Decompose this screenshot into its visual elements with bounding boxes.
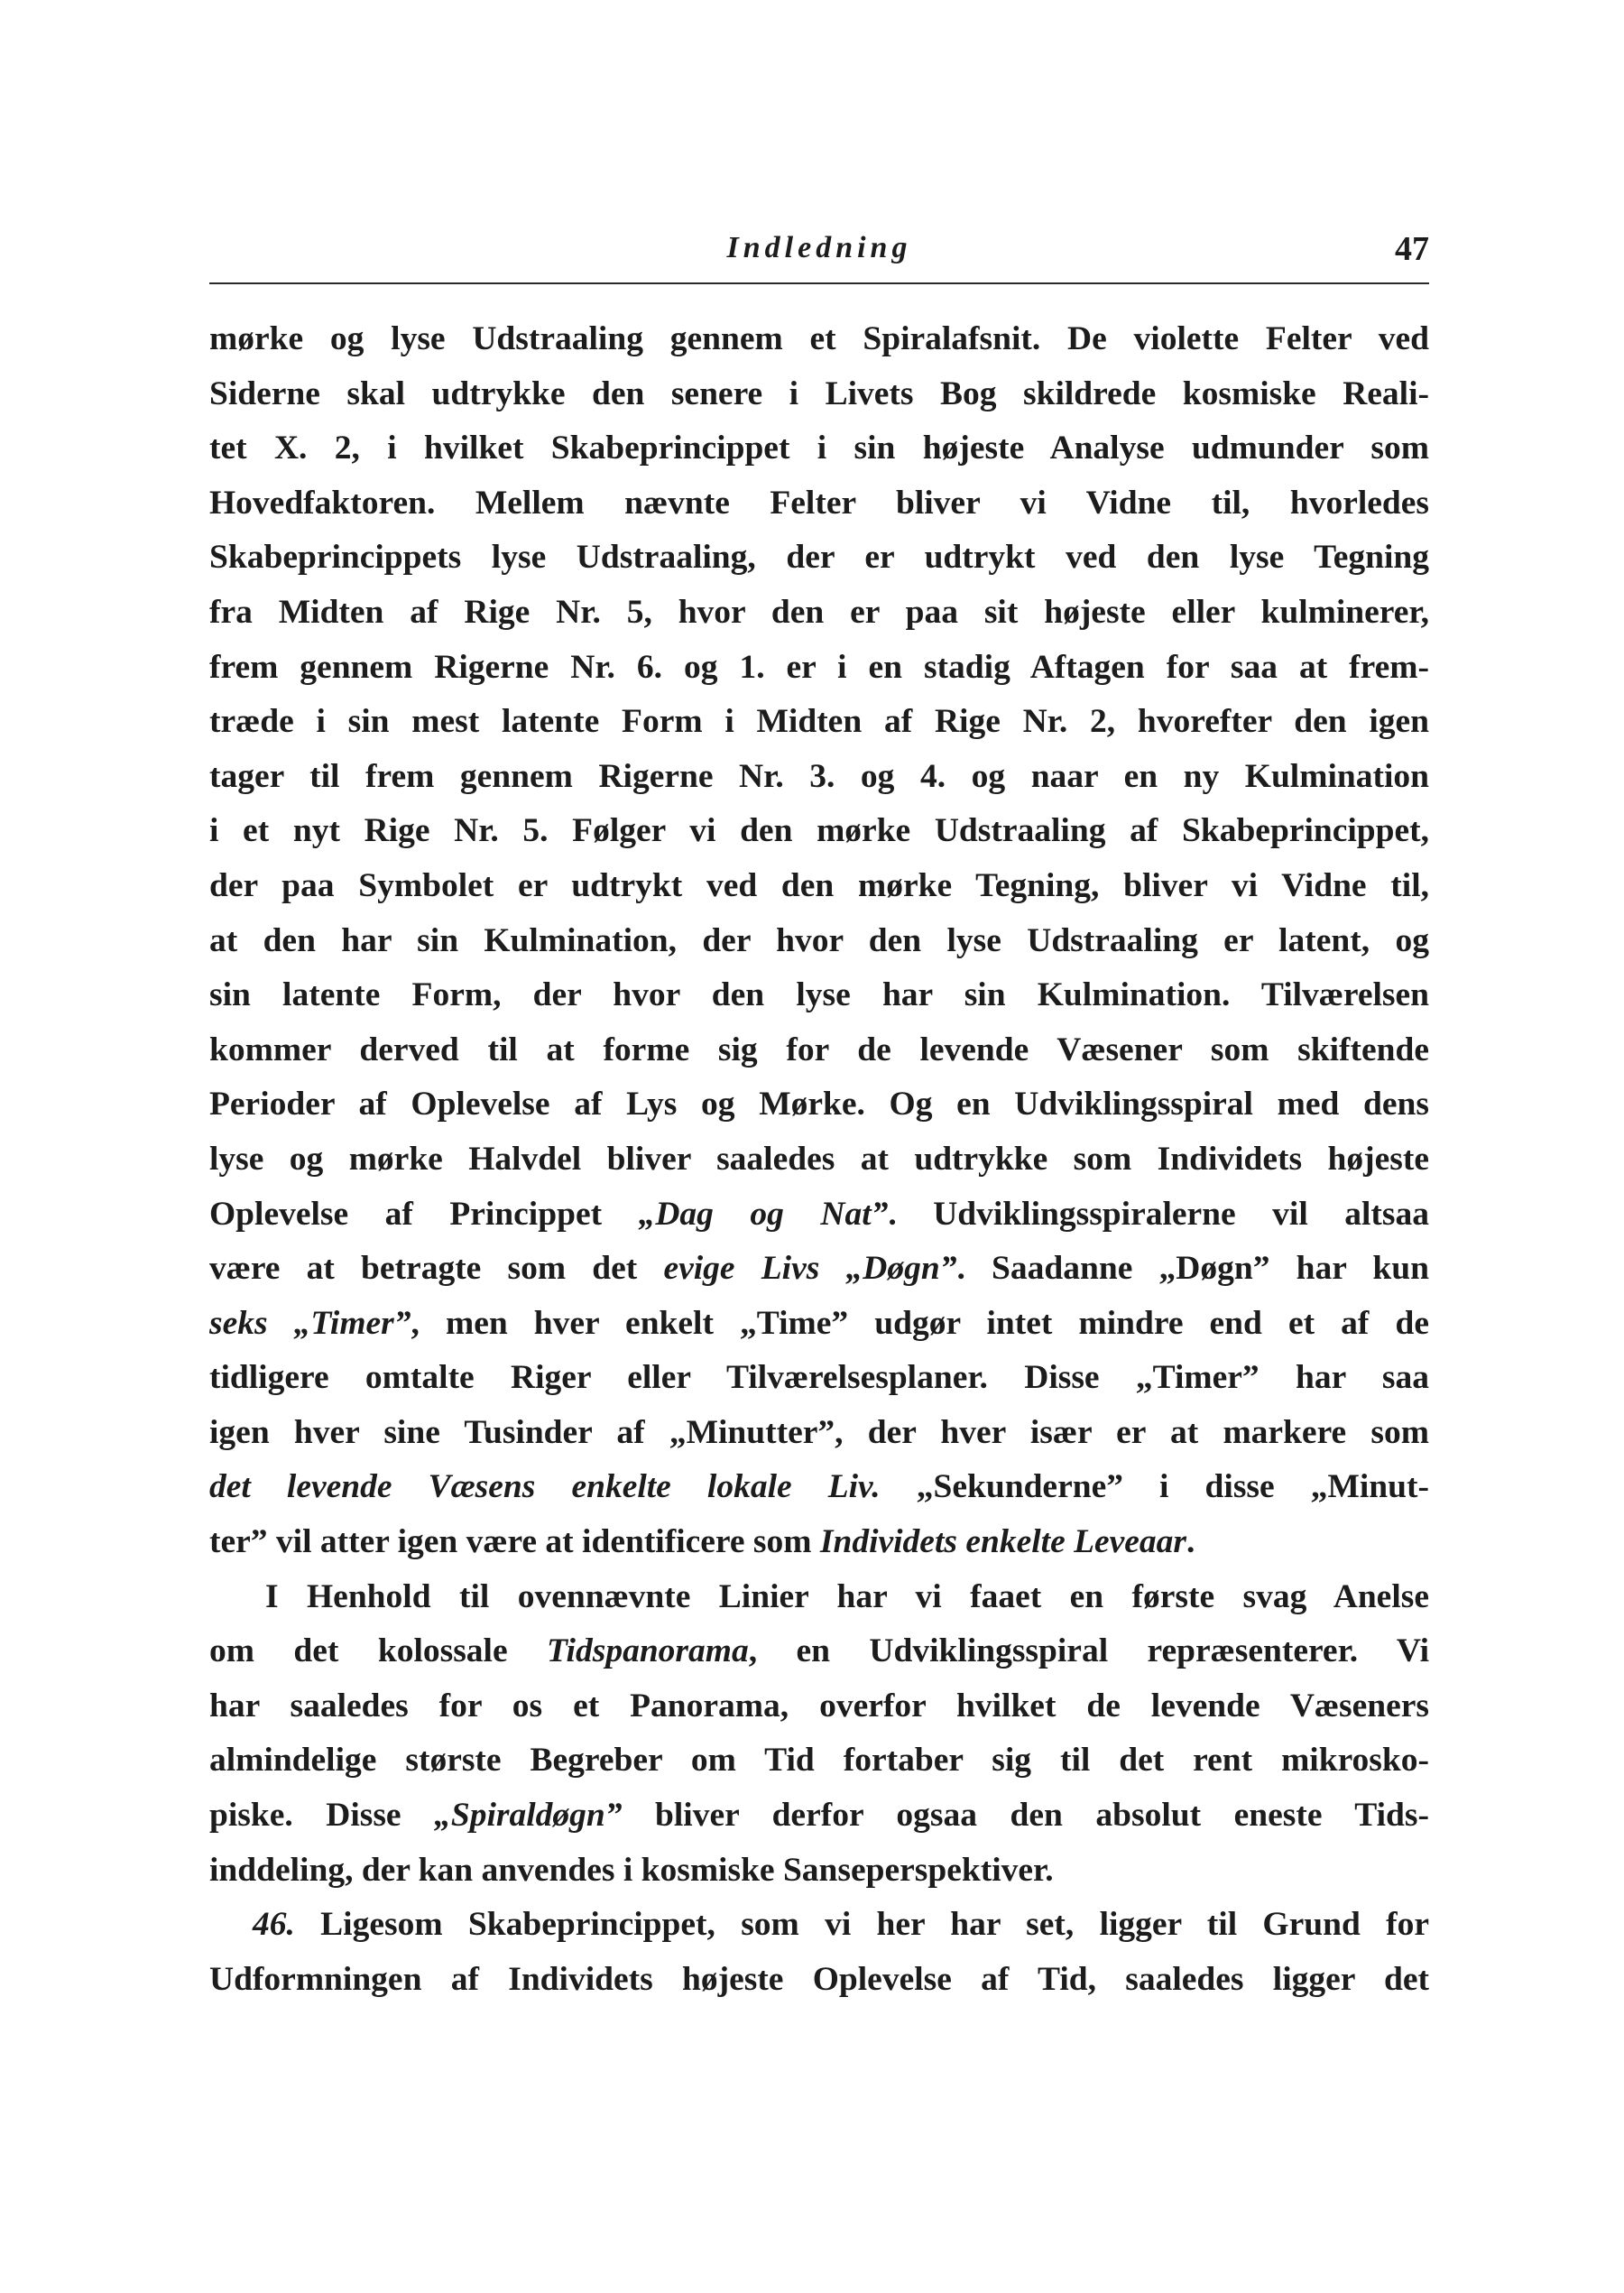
text-line: det levende Væsens enkelte lokale Liv. „Sekunderne” i disse „Minut- bbox=[209, 1468, 1429, 1506]
italic-phrase: Tidspanorama bbox=[547, 1632, 749, 1670]
text-line: Perioder af Oplevelse af Lys og Mørke. Og en Udviklingsspiral med dens bbox=[209, 1086, 1429, 1123]
text-line: seks „Timer”, men hver enkelt „Time” udgør intet mindre end et af de bbox=[209, 1304, 1429, 1342]
text-line: tidligere omtalte Riger eller Tilværelsesplaner. Disse „Timer” har saa bbox=[209, 1359, 1429, 1397]
text-line: 46. Ligesom Skabeprincippet, som vi her har set, ligger til Grund for bbox=[253, 1906, 1429, 1944]
running-title: Indledning bbox=[726, 231, 912, 264]
text-line: Hovedfaktoren. Mellem nævnte Felter bliver vi Vidne til, hvorledes bbox=[209, 484, 1429, 522]
text-line: tager til frem gennem Rigerne Nr. 3. og 4. og naar en ny Kulmination bbox=[209, 757, 1429, 795]
text-line: Skabeprincippets lyse Udstraaling, der er udtrykt ved den lyse Tegning bbox=[209, 539, 1429, 577]
text-line: om det kolossale Tidspanorama, en Udviklingsspiral repræsenterer. Vi bbox=[209, 1632, 1429, 1670]
text-line: træde i sin mest latente Form i Midten af Rige Nr. 2, hvorefter den igen bbox=[209, 703, 1429, 741]
text-line: i et nyt Rige Nr. 5. Følger vi den mørke Udstraaling af Skabeprincippet, bbox=[209, 812, 1429, 850]
running-header bbox=[209, 226, 1429, 278]
text-line: at den har sin Kulmination, der hvor den lyse Udstraaling er latent, og bbox=[209, 921, 1429, 959]
text-line: I Henhold til ovennævnte Linier har vi faaet en første svag Anelse bbox=[265, 1577, 1429, 1615]
text-line: mørke og lyse Udstraaling gennem et Spiralafsnit. De violette Felter ved bbox=[209, 320, 1429, 357]
text-line: Udformningen af Individets højeste Oplevelse af Tid, saaledes ligger det bbox=[209, 1960, 1429, 1998]
body-text bbox=[209, 312, 1429, 2007]
text-line: igen hver sine Tusinder af „Minutter”, der hver især er at markere som bbox=[209, 1413, 1429, 1451]
text-line: fra Midten af Rige Nr. 5, hvor den er paa sit højeste eller kulminerer, bbox=[209, 593, 1429, 631]
text-line: almindelige største Begreber om Tid fortaber sig til det rent mikrosko- bbox=[209, 1742, 1429, 1780]
text-line: lyse og mørke Halvdel bliver saaledes at udtrykke som Individets højeste bbox=[209, 1140, 1429, 1178]
text-line: kommer derved til at forme sig for de levende Væsener som skiftende bbox=[209, 1031, 1429, 1068]
text-line: være at betragte som det evige Livs „Døgn”. Saadanne „Døgn” har kun bbox=[209, 1250, 1429, 1288]
text-line: piske. Disse „Spiraldøgn” bliver derfor ogsaa den absolut eneste Tids- bbox=[209, 1797, 1429, 1835]
section-number: 46. bbox=[253, 1906, 295, 1944]
text-line: inddeling, der kan anvendes i kosmiske Sanseperspektiver. bbox=[209, 1851, 1054, 1889]
text-line: frem gennem Rigerne Nr. 6. og 1. er i en stadig Aftagen for saa at frem- bbox=[209, 648, 1429, 686]
italic-phrase: Individets enkelte Leveaar bbox=[819, 1523, 1187, 1561]
text-line: har saaledes for os et Panorama, overfor hvilket de levende Væseners bbox=[209, 1687, 1429, 1724]
italic-phrase: det levende Væsens enkelte lokale Liv. bbox=[209, 1468, 881, 1506]
header-rule bbox=[209, 282, 1429, 284]
italic-phrase: evige Livs „Døgn” bbox=[663, 1250, 957, 1288]
text-line: der paa Symbolet er udtrykt ved den mørke Tegning, bliver vi Vidne til, bbox=[209, 866, 1429, 904]
text-line: Oplevelse af Princippet „Dag og Nat”. Udviklingsspiralerne vil altsaa bbox=[209, 1195, 1429, 1233]
text-line: tet X. 2, i hvilket Skabeprincippet i sin højeste Analyse udmunder som bbox=[209, 430, 1429, 467]
text-line: sin latente Form, der hvor den lyse har sin Kulmination. Tilværelsen bbox=[209, 976, 1429, 1014]
italic-phrase: „Dag og Nat” bbox=[638, 1195, 889, 1233]
page-number: 47 bbox=[1395, 230, 1429, 268]
text-line: ter” vil atter igen være at identificere som Individets enkelte Leveaar. bbox=[209, 1523, 1195, 1561]
italic-phrase: „Spiraldøgn” bbox=[434, 1797, 623, 1835]
italic-phrase: seks „Timer” bbox=[209, 1304, 411, 1342]
text-line: Siderne skal udtrykke den senere i Livets Bog skildrede kosmiske Reali- bbox=[209, 374, 1429, 412]
